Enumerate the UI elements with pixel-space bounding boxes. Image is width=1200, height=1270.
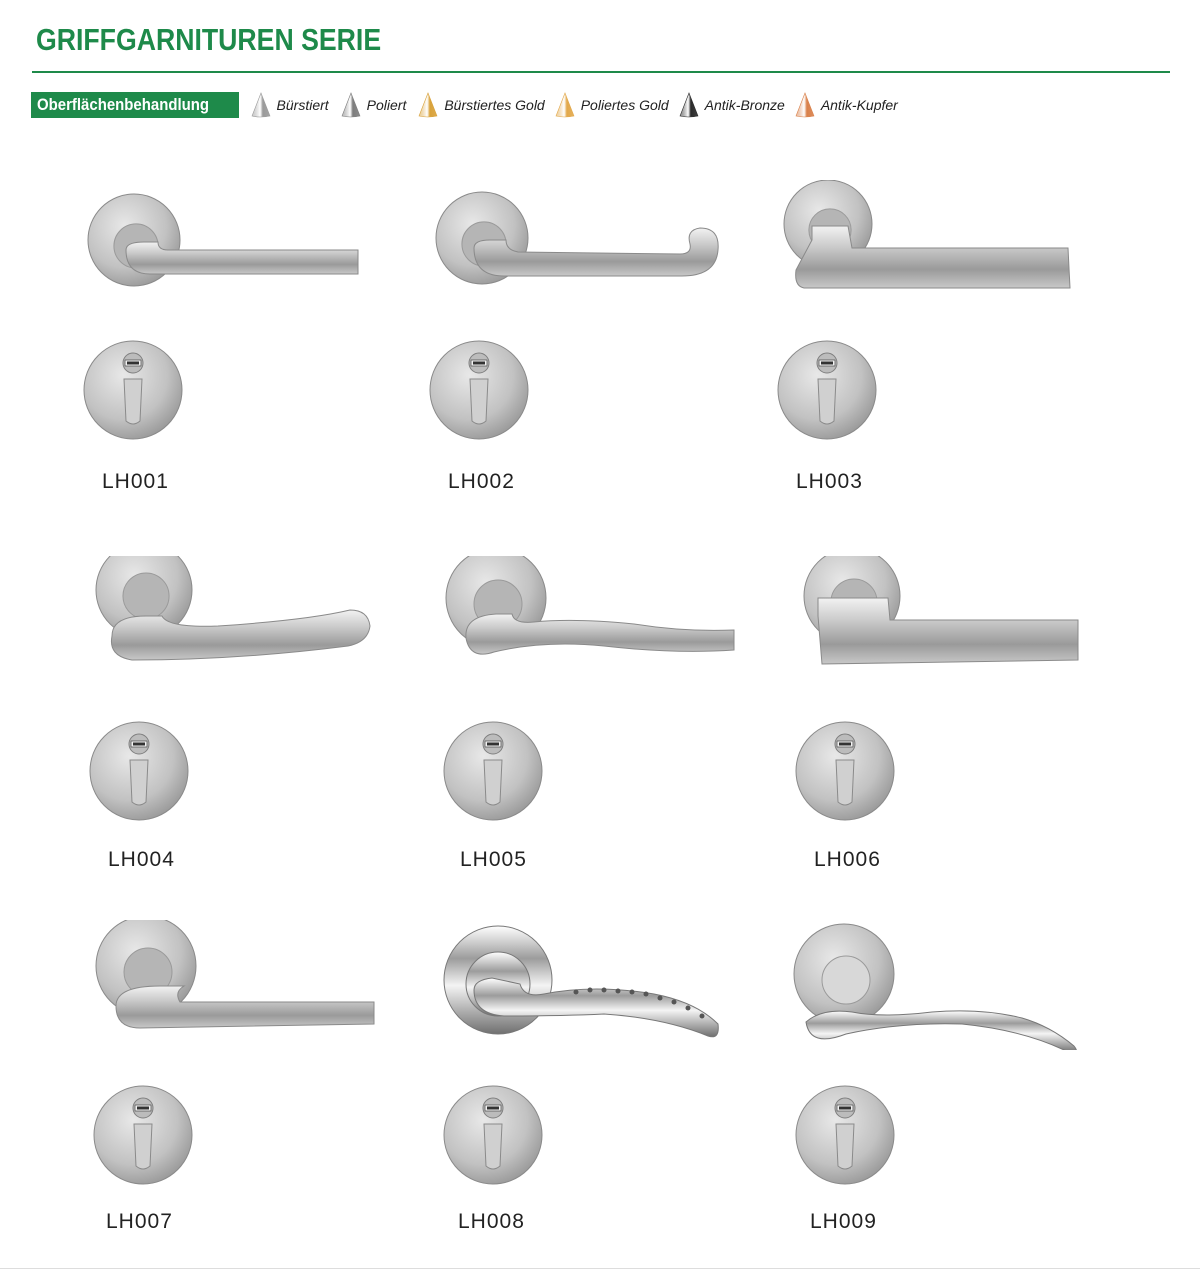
cylinder-rose-image <box>78 335 188 445</box>
door-lever-image <box>88 920 418 1050</box>
product-code: LH008 <box>458 1210 525 1233</box>
cone-icon <box>555 92 575 118</box>
cone-icon <box>679 92 699 118</box>
finish-name: Antik-Kupfer <box>820 97 898 113</box>
cylinder-rose-image <box>790 1080 900 1190</box>
finish-item <box>555 92 669 118</box>
cylinder-rose-image <box>84 716 194 826</box>
page-bottom-divider <box>0 1268 1200 1269</box>
finish-item <box>418 92 544 118</box>
cylinder-rose-image <box>424 335 534 445</box>
cylinder-rose-image <box>438 1080 548 1190</box>
door-lever-image <box>782 556 1112 686</box>
cone-icon <box>251 92 271 118</box>
finish-name: Poliertes Gold <box>580 97 669 113</box>
product-card <box>782 556 1112 896</box>
door-lever-image <box>434 920 764 1050</box>
cone-icon <box>341 92 361 118</box>
product-card <box>782 920 1112 1260</box>
product-code: LH001 <box>102 470 169 493</box>
product-code: LH009 <box>810 1210 877 1233</box>
cylinder-rose-image <box>790 716 900 826</box>
product-card <box>782 180 1112 520</box>
product-code: LH007 <box>106 1210 173 1233</box>
door-lever-image <box>86 180 416 310</box>
door-lever-image <box>782 180 1112 310</box>
finish-item <box>251 92 329 118</box>
finish-name: Bürstiertes Gold <box>444 97 545 113</box>
finish-item <box>679 92 785 118</box>
cone-icon <box>418 92 438 118</box>
cone-icon <box>795 92 815 118</box>
finish-name: Bürstiert <box>276 97 329 113</box>
product-card <box>434 556 764 896</box>
finish-name: Poliert <box>366 97 407 113</box>
cylinder-rose-image <box>88 1080 198 1190</box>
product-code: LH003 <box>796 470 863 493</box>
finish-item <box>341 92 407 118</box>
door-lever-image <box>88 556 418 686</box>
product-code: LH006 <box>814 848 881 871</box>
product-card <box>88 920 418 1260</box>
product-card <box>434 180 764 520</box>
product-card <box>434 920 764 1260</box>
cylinder-rose-image <box>772 335 882 445</box>
product-card <box>88 180 418 520</box>
finish-item <box>795 92 898 118</box>
product-code: LH005 <box>460 848 527 871</box>
door-lever-image <box>782 920 1112 1050</box>
finish-name: Antik-Bronze <box>704 97 785 113</box>
finish-list <box>239 92 898 118</box>
finish-legend <box>31 91 898 119</box>
product-code: LH004 <box>108 848 175 871</box>
door-lever-image <box>434 180 764 310</box>
cylinder-rose-image <box>438 716 548 826</box>
product-card <box>88 556 418 896</box>
door-lever-image <box>434 556 764 686</box>
title-divider <box>32 71 1170 73</box>
page-title: GRIFFGARNITUREN SERIE <box>36 22 382 57</box>
finish-legend-label: Oberflächenbehandlung <box>31 92 239 118</box>
product-code: LH002 <box>448 470 515 493</box>
